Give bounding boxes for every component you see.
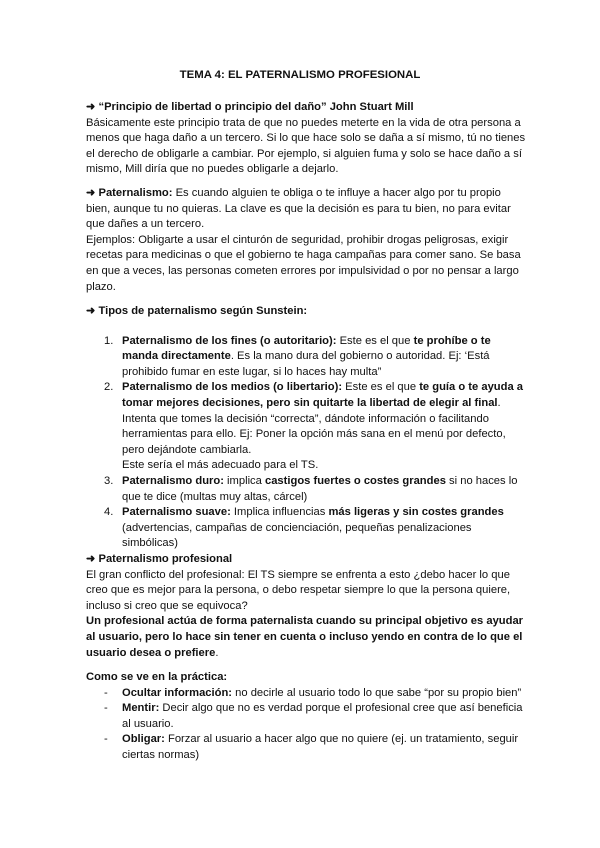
types-list — [86, 334, 526, 552]
item-term: Obligar: — [122, 733, 165, 746]
item-term: Paternalismo de los fines (o autoritario): — [122, 334, 337, 347]
item-text: implica — [223, 474, 265, 487]
item-text: Este es el que — [342, 381, 420, 394]
item-text: (advertencias, campañas de concienciación, pequeñas penalizaciones simbólicas) — [122, 521, 472, 550]
arrow-icon: ➜ — [86, 553, 96, 565]
heading-text: Tipos de paternalismo según Sunstein: — [98, 305, 308, 317]
item-term: Paternalismo duro: — [122, 474, 224, 487]
item-term: Mentir: — [122, 702, 160, 715]
list-item — [86, 701, 526, 732]
list-item — [86, 474, 526, 505]
item-text: . Es la mano dura del gobierno o autoridad. Ej: ‘Está prohibido fumar en este lugar, si lo haces hay multa” — [122, 350, 490, 378]
item-text: no decirle al usuario todo lo que sabe “por su propio bien” — [232, 686, 522, 699]
bold-paragraph — [86, 614, 526, 661]
section-heading — [86, 304, 526, 320]
item-emphasis: te prohíbe o te manda directamente — [122, 334, 491, 363]
item-term: Paternalismo de los medios (o libertario): — [122, 381, 343, 394]
item-term: Ocultar información: — [122, 686, 233, 699]
item-number: 4. — [104, 506, 114, 519]
item-term: Paternalismo suave: — [122, 506, 231, 519]
page-title: TEMA 4: EL PATERNALISMO PROFESIONAL — [179, 69, 421, 81]
list-item — [86, 732, 526, 763]
arrow-icon: ➜ — [86, 305, 96, 317]
section-paternalismo-profesional — [86, 552, 526, 661]
list-item — [86, 686, 526, 702]
section-tipos-sunstein — [86, 304, 526, 552]
section-heading: Como se ve en la práctica: — [86, 671, 228, 683]
examples-paragraph: Ejemplos: Obligarte a usar el cinturón de seguridad, prohibir drogas peligrosas, exigir recetas para medicinas o que el gobierno te haga campañas para comer sano. Se basa en que a veces, las personas cometen errores por impulsividad o por no pensar a largo plazo. — [86, 233, 521, 293]
paragraph: Básicamente este principio trata de que no puedes meterte en la vida de otra persona a menos que haga daño a un tercero. Si lo que hace solo se daña a sí mismo, tú no tienes el derecho de obligarle a cambiar. Por ejemplo, si alguien fuma y solo se hace daño a sí mismo, Mill diría que no puedes obligarle a dejarlo. — [86, 116, 526, 176]
item-text: Forzar al usuario a hacer algo que no quiere (ej. un tratamiento, seguir ciertas normas) — [122, 733, 519, 761]
arrow-icon: ➜ — [86, 187, 96, 199]
heading-text: “Principio de libertad o principio del daño” John Stuart Mill — [98, 101, 414, 113]
item-text: Implica influencias — [230, 506, 329, 519]
paragraph: El gran conflicto del profesional: El TS siempre se enfrenta a esto ¿debo hacer lo que creo que es mejor para la persona, o debo respetar siempre lo que la persona quiere, incluso si creo que se equivoca? — [86, 568, 511, 612]
section-heading — [86, 100, 526, 116]
definition: Es cuando alguien te obliga o te influye a hacer algo por tu propio bien, aunque tu no quieras. La clave es que la decisión es para tu bien, no para evitar que dañes a un tercero. — [86, 187, 511, 231]
section-heading — [86, 552, 526, 568]
arrow-icon: ➜ — [86, 101, 96, 113]
dash-bullet: - — [104, 686, 108, 699]
item-text: . Intenta que tomes la decisión “correcta”, dándote información o facilitando herramientas para ello. Ej: Poner la opción más sana en el menú por defecto, pero dejándote cambiarla. — [122, 396, 506, 456]
item-emphasis: más ligeras y sin costes grandes — [328, 506, 504, 519]
list-item — [86, 334, 526, 381]
list-item — [86, 505, 526, 552]
item-number: 3. — [104, 474, 114, 487]
dash-bullet: - — [104, 733, 108, 746]
section-principio-libertad — [86, 100, 526, 178]
item-text: Este es el que — [336, 334, 414, 347]
item-number: 1. — [104, 334, 114, 347]
term: Paternalismo: — [98, 187, 173, 199]
item-number: 2. — [104, 381, 114, 394]
emphasis-text: Un profesional actúa de forma paternalista cuando su principal objetivo es ayudar al usuario, pero lo hace sin tener en cuenta o incluso yendo en contra de lo que el usuario desea o prefiere — [86, 615, 524, 659]
definition-paragraph — [86, 186, 526, 233]
dash-bullet: - — [104, 702, 108, 715]
item-emphasis: te guía o te ayuda a tomar mejores decisiones, pero sin quitarte la libertad de elegir al final — [122, 381, 524, 409]
section-practica — [86, 670, 526, 764]
list-item — [86, 380, 526, 474]
item-text: Decir algo que no es verdad porque el profesional cree que así beneficia al usuario. — [122, 702, 523, 730]
section-paternalismo — [86, 186, 526, 295]
item-text: si no haces lo que te dice (multas muy altas, cárcel) — [122, 474, 518, 503]
practice-list — [86, 686, 526, 764]
item-note: Este sería el más adecuado para el TS. — [122, 459, 319, 472]
heading-text: Paternalismo profesional — [98, 553, 233, 565]
period: . — [215, 646, 219, 659]
item-emphasis: castigos fuertes o costes grandes — [264, 474, 446, 487]
